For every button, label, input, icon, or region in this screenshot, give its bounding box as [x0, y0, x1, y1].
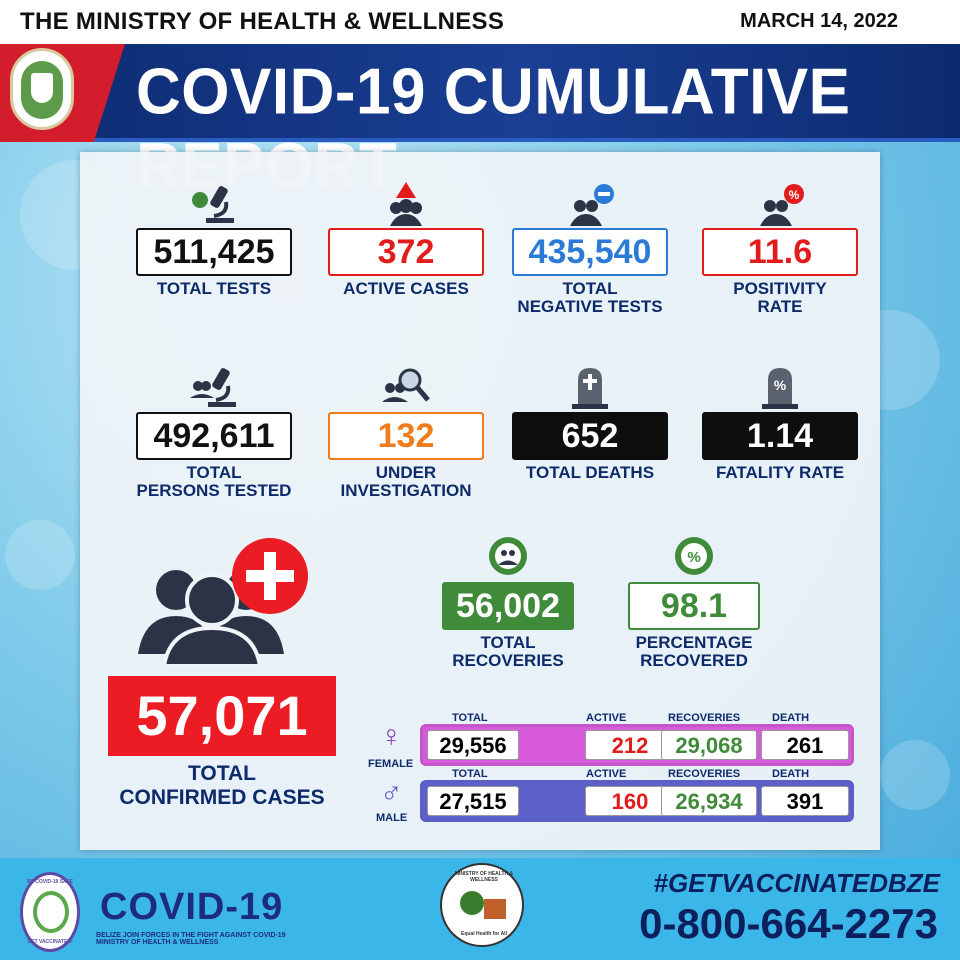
total-tests-label: TOTAL TESTS: [156, 279, 272, 298]
positivity-rate-value: 11.6: [702, 228, 858, 276]
stat-under-investigation: [316, 364, 496, 500]
percentage-recovered-value: 98.1: [628, 582, 760, 630]
persons-tested-value: 492,611: [136, 412, 292, 460]
female-total: 29,556: [427, 730, 519, 760]
covid19-logo-subtitle-line2: MINISTRY OF HEALTH & WELLNESS: [96, 939, 219, 946]
active-cases-label: ACTIVE CASES: [343, 279, 469, 298]
persons-tested-label-line1: TOTAL: [186, 463, 242, 482]
male-header-total: TOTAL: [452, 768, 488, 780]
female-header-recoveries: RECOVERIES: [668, 712, 741, 724]
confirmed-cases-label: [98, 762, 346, 810]
persons-tested-label-line2: PERSONS TESTED: [136, 481, 292, 500]
virus-decoration: [880, 740, 950, 810]
covid19-logo-subtitle-line1: BELIZE JOIN FORCES IN THE FIGHT AGAINST COVID-19: [96, 932, 286, 939]
svg-text:%: %: [773, 377, 787, 393]
seal-top-text: MINISTRY OF HEALTH & WELLNESS: [454, 871, 514, 883]
confirmed-cases-label-line2: CONFIRMED CASES: [119, 786, 325, 809]
stat-total-recoveries: [418, 534, 598, 670]
percentage-recovered-label-line2: RECOVERED: [640, 651, 748, 670]
total-recoveries-label-line2: RECOVERIES: [452, 651, 564, 670]
stat-total-tests: [124, 180, 304, 298]
microscope-virus-icon: [184, 180, 244, 226]
top-bar: [0, 0, 960, 44]
hotline-number: 0-800-664-2273: [639, 900, 938, 947]
stat-negative-tests: [500, 180, 680, 316]
stats-panel: [80, 152, 880, 850]
male-header-death: DEATH: [772, 768, 810, 780]
svg-text:%: %: [788, 188, 800, 202]
seal-bottom-text: Equal Health for All: [461, 931, 507, 937]
hashtag: #GETVACCINATEDBZE: [653, 868, 940, 898]
confirmed-cases-label-line1: TOTAL: [187, 762, 257, 785]
ministry-seal-icon: [440, 863, 524, 947]
covid-safe-badge-icon: [20, 872, 80, 952]
report-date: MARCH 14, 2022: [740, 10, 898, 32]
stat-persons-tested: [124, 364, 304, 500]
male-header-recoveries: RECOVERIES: [668, 768, 741, 780]
fatality-rate-value: 1.14: [702, 412, 858, 460]
male-active: 160: [585, 786, 675, 816]
negative-tests-label-line2: NEGATIVE TESTS: [517, 297, 663, 316]
badge-line1: BE COVID-19 SAFE: [26, 879, 74, 885]
male-recoveries: 26,934: [661, 786, 757, 816]
female-label: FEMALE: [368, 758, 414, 770]
ministry-name: THE MINISTRY OF HEALTH & WELLNESS: [20, 8, 505, 35]
negative-tests-label-line1: TOTAL: [562, 279, 618, 298]
fatality-rate-label: FATALITY RATE: [715, 463, 845, 482]
female-recoveries: 29,068: [661, 730, 757, 760]
covid19-logo: COVID-19: [100, 886, 284, 928]
total-recoveries-value: 56,002: [442, 582, 574, 630]
recovery-percent-icon: [664, 534, 724, 580]
people-minus-icon: [560, 180, 620, 226]
female-symbol-icon: ♀: [380, 720, 403, 753]
male-death: 391: [761, 786, 849, 816]
male-header-active: ACTIVE: [586, 768, 627, 780]
stat-positivity-rate: [690, 180, 870, 316]
positivity-rate-label-line1: POSITIVITY: [733, 279, 827, 298]
stat-percentage-recovered: [604, 534, 784, 670]
male-label: MALE: [376, 812, 408, 824]
stat-fatality-rate: [690, 364, 870, 482]
total-tests-value: 511,425: [136, 228, 292, 276]
badge-line2: GET VACCINATED!: [27, 939, 73, 945]
recovery-people-icon: [478, 534, 538, 580]
virus-decoration: [5, 520, 75, 590]
total-deaths-label: TOTAL DEATHS: [525, 463, 655, 482]
microscope-people-icon: [184, 364, 244, 410]
positivity-rate-label-line2: RATE: [757, 297, 803, 316]
svg-text:%: %: [687, 549, 701, 566]
female-death: 261: [761, 730, 849, 760]
people-plus-icon: [134, 536, 314, 666]
total-deaths-value: 652: [512, 412, 668, 460]
negative-tests-value: 435,540: [512, 228, 668, 276]
total-recoveries-label-line1: TOTAL: [480, 633, 536, 652]
male-symbol-icon: ♂: [380, 776, 403, 809]
female-header-death: DEATH: [772, 712, 810, 724]
confirmed-cases-value: 57,071: [108, 676, 336, 756]
page-title: COVID-19 CUMULATIVE: [136, 55, 851, 128]
stat-total-deaths: [500, 364, 680, 482]
percentage-recovered-label-line1: PERCENTAGE: [635, 633, 753, 652]
belize-coat-of-arms-icon: [10, 48, 74, 130]
male-total: 27,515: [427, 786, 519, 816]
active-cases-value: 372: [328, 228, 484, 276]
stat-active-cases: [316, 180, 496, 298]
tombstone-percent-icon: [750, 364, 810, 410]
people-percent-icon: [750, 180, 810, 226]
female-header-active: ACTIVE: [586, 712, 627, 724]
covid19-logo-subtitle: [96, 932, 286, 946]
female-header-total: TOTAL: [452, 712, 488, 724]
magnifier-people-icon: [376, 364, 436, 410]
female-row: [420, 724, 854, 766]
female-active: 212: [585, 730, 675, 760]
under-investigation-value: 132: [328, 412, 484, 460]
tombstone-cross-icon: [560, 364, 620, 410]
under-investigation-label-line2: INVESTIGATION: [340, 481, 472, 500]
under-investigation-label-line1: UNDER: [375, 463, 437, 482]
male-row: [420, 780, 854, 822]
people-alert-icon: [376, 180, 436, 226]
